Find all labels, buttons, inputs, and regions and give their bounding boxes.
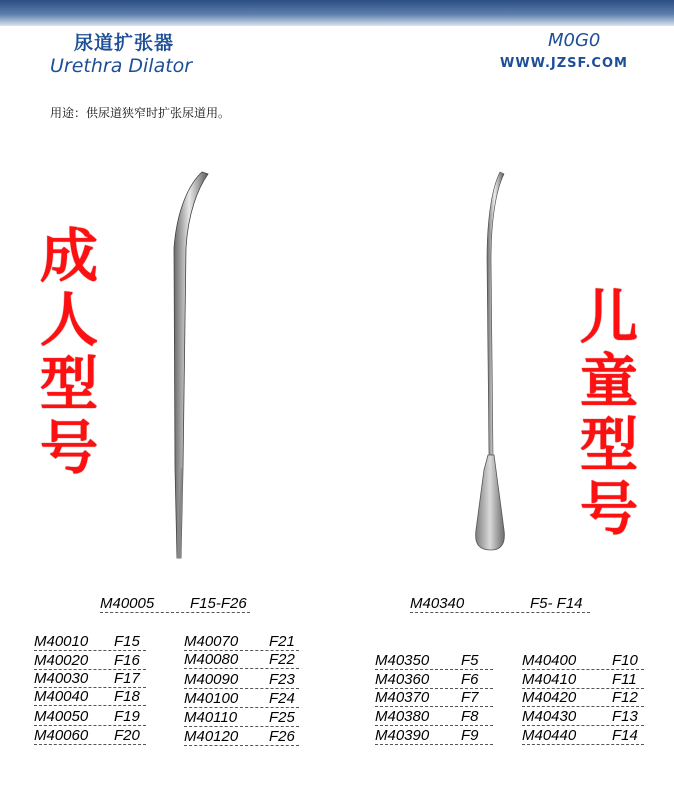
- item-size: F19: [114, 708, 140, 725]
- table-row: [375, 727, 493, 745]
- item-size: F10: [612, 652, 638, 669]
- item-size: F18: [114, 688, 140, 705]
- item-code: M40040: [34, 688, 89, 705]
- table-row: [522, 671, 644, 689]
- title-chinese: 尿道扩张器: [74, 32, 175, 54]
- item-code: M40410: [522, 671, 577, 688]
- table-row: [184, 671, 299, 689]
- website-text: WWW.JZSF.COM: [500, 56, 628, 71]
- usage-text: 用途：供尿道狭窄时扩张尿道用。: [50, 106, 231, 120]
- item-size: F9: [461, 727, 479, 744]
- child-dilator-image: [460, 170, 540, 560]
- table-row: [34, 670, 146, 688]
- item-code: M40010: [34, 633, 89, 650]
- child-label-char: 童: [580, 347, 639, 415]
- table-row: [522, 689, 644, 707]
- item-size: F24: [269, 690, 295, 707]
- table-row: [34, 633, 146, 651]
- item-code: M40360: [375, 671, 430, 688]
- table-row: [34, 708, 146, 726]
- item-size: F13: [612, 708, 638, 725]
- adult-label-char: 成: [40, 222, 99, 290]
- item-code: M40090: [184, 671, 239, 688]
- item-code: M40370: [375, 689, 430, 706]
- item-code: M40050: [34, 708, 89, 725]
- item-size: F14: [612, 727, 638, 744]
- item-size: F16: [114, 652, 140, 669]
- table-row: [375, 708, 493, 726]
- item-size: F12: [612, 689, 638, 706]
- adult-set-row: [100, 595, 250, 613]
- adult-type-label: [40, 224, 98, 480]
- table-row: [184, 690, 299, 708]
- table-row: [184, 633, 299, 651]
- adult-label-char: 人: [40, 286, 99, 354]
- item-size: F20: [114, 727, 140, 744]
- item-code: M40110: [184, 709, 238, 726]
- item-code: M40440: [522, 727, 577, 744]
- item-size: F6: [461, 671, 479, 688]
- table-row: [375, 652, 493, 670]
- item-code: M40070: [184, 633, 239, 650]
- child-label-char: 型: [580, 411, 639, 479]
- child-set-code: M40340: [410, 595, 465, 612]
- adult-label-char: 号: [40, 414, 99, 482]
- item-code: M40080: [184, 651, 239, 668]
- item-size: F26: [269, 728, 295, 745]
- table-row: [184, 728, 299, 746]
- adult-set-size: F15-F26: [190, 595, 247, 612]
- child-label-char: 儿: [580, 283, 639, 351]
- item-size: F8: [461, 708, 479, 725]
- item-code: M40060: [34, 727, 89, 744]
- item-size: F25: [269, 709, 295, 726]
- item-size: F7: [461, 689, 479, 706]
- table-row: [34, 652, 146, 670]
- item-code: M40350: [375, 652, 430, 669]
- adult-label-char: 型: [40, 350, 99, 418]
- top-banner: [0, 0, 674, 26]
- item-size: F11: [612, 671, 637, 688]
- item-code: M40020: [34, 652, 89, 669]
- table-row: [184, 651, 299, 669]
- item-size: F17: [114, 670, 140, 687]
- title-english: Urethra Dilator: [50, 55, 193, 77]
- item-code: M40400: [522, 652, 577, 669]
- adult-dilator-image: [150, 168, 230, 568]
- table-row: [522, 652, 644, 670]
- table-row: [522, 727, 644, 745]
- table-row: [184, 709, 299, 727]
- item-code: M40030: [34, 670, 89, 687]
- item-size: F22: [269, 651, 295, 668]
- child-label-char: 号: [580, 475, 639, 543]
- item-code: M40120: [184, 728, 239, 745]
- child-set-size: F5- F14: [530, 595, 583, 612]
- child-set-row: [410, 595, 590, 613]
- item-size: F21: [269, 633, 295, 650]
- table-row: [375, 671, 493, 689]
- item-code: M40380: [375, 708, 430, 725]
- adult-set-code: M40005: [100, 595, 155, 612]
- item-size: F23: [269, 671, 295, 688]
- item-size: F5: [461, 652, 479, 669]
- table-row: [34, 727, 146, 745]
- table-row: [34, 688, 146, 706]
- table-row: [375, 689, 493, 707]
- item-code: M40430: [522, 708, 577, 725]
- item-code: M40420: [522, 689, 577, 706]
- child-type-label: [580, 285, 638, 541]
- item-code: M40390: [375, 727, 430, 744]
- table-row: [522, 708, 644, 726]
- item-code: M40100: [184, 690, 239, 707]
- brand-name: M0G0: [548, 30, 601, 51]
- item-size: F15: [114, 633, 140, 650]
